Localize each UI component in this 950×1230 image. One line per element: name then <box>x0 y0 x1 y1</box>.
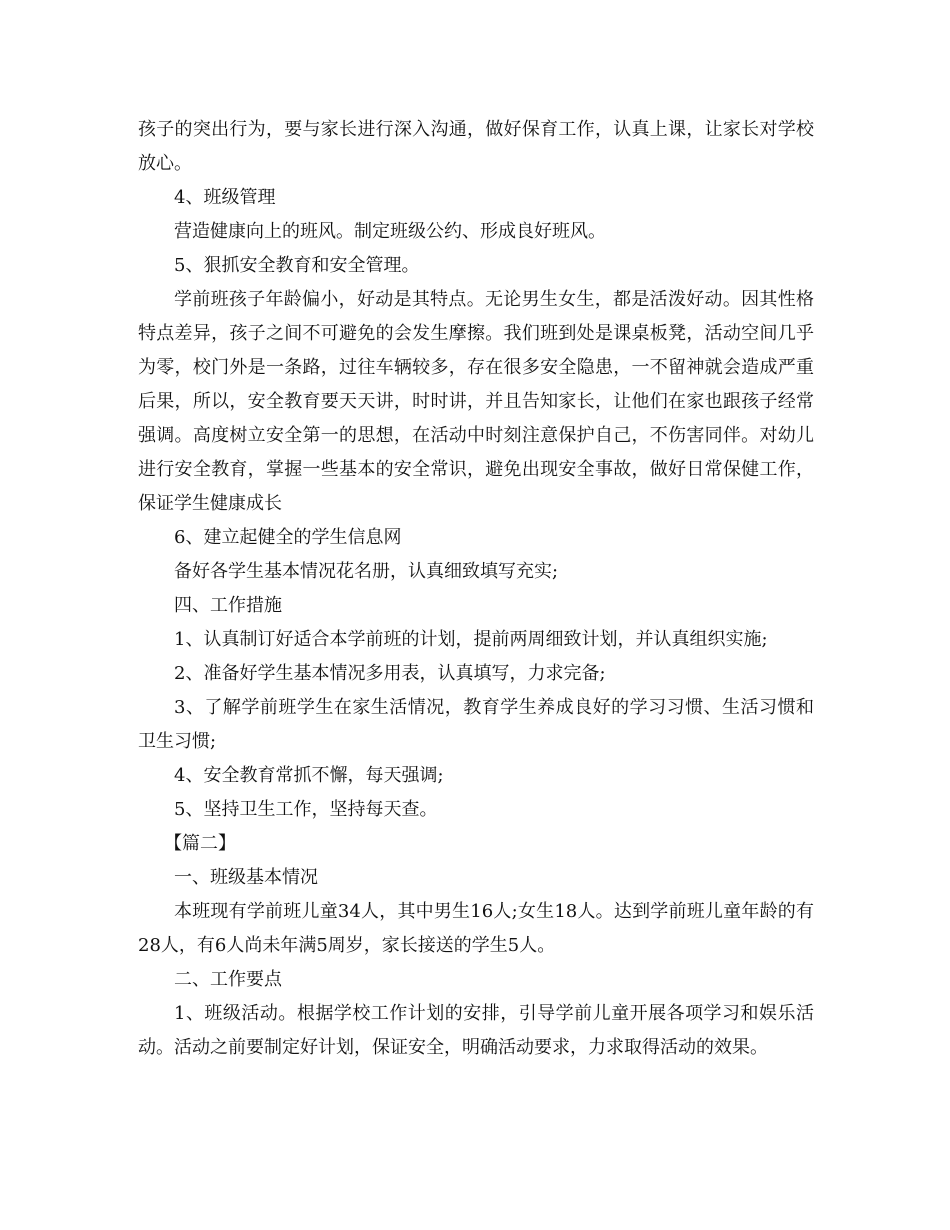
section-heading: 4、班级管理 <box>174 187 276 208</box>
chapter-marker: 【篇二】 <box>164 833 236 854</box>
section-heading: 5、狠抓安全教育和安全管理。 <box>174 255 420 276</box>
paragraph: 孩子的突出行为，要与家长进行深入沟通，做好保育工作，认真上课，让家长对学校放心。 <box>138 119 814 174</box>
paragraph: 营造健康向上的班风。制定班级公约、形成良好班风。 <box>174 221 606 242</box>
paragraph: 备好各学生基本情况花名册，认真细致填写充实; <box>174 561 559 582</box>
paragraph: 学前班孩子年龄偏小，好动是其特点。无论男生女生，都是活泼好动。因其性格特点差异，孩子之间不可避免的会发生摩擦。我们班到处是课桌板凳，活动空间几乎为零，校门外是一条路，过往车辆较多，存在很多安全隐患，一不留神就会造成严重后果，所以，安全教育要天天讲，时时讲，并且告知家长，让他们在家也跟孩子经常强调。高度树立安全第一的思想，在活动中时刻注意保护自己，不伤害同伴。对幼儿进行安全教育，掌握一些基本的安全常识，避免出现安全事故，做好日常保健工作，保证学生健康成长 <box>138 289 814 514</box>
paragraph: 1、班级活动。根据学校工作计划的安排，引导学前儿童开展各项学习和娱乐活动。活动之前要制定好计划，保证安全，明确活动要求，力求取得活动的效果。 <box>138 1003 814 1058</box>
list-item: 2、准备好学生基本情况多用表，认真填写，力求完备; <box>174 663 606 684</box>
section-heading: 一、班级基本情况 <box>174 867 318 888</box>
list-item: 5、坚持卫生工作，坚持每天查。 <box>174 799 438 820</box>
list-item: 1、认真制订好适合本学前班的计划，提前两周细致计划，并认真组织实施; <box>174 629 768 650</box>
document-body <box>138 113 814 1065</box>
section-heading: 四、工作措施 <box>174 595 282 616</box>
section-heading: 二、工作要点 <box>174 969 282 990</box>
list-item: 3、了解学前班学生在家生活情况，教育学生养成良好的学习习惯、生活习惯和卫生习惯; <box>138 697 814 752</box>
paragraph: 本班现有学前班儿童34人，其中男生16人;女生18人。达到学前班儿童年龄的有28人，有6人尚未年满5周岁，家长接送的学生5人。 <box>138 901 814 956</box>
list-item: 4、安全教育常抓不懈，每天强调; <box>174 765 444 786</box>
section-heading: 6、建立起健全的学生信息网 <box>174 527 402 548</box>
